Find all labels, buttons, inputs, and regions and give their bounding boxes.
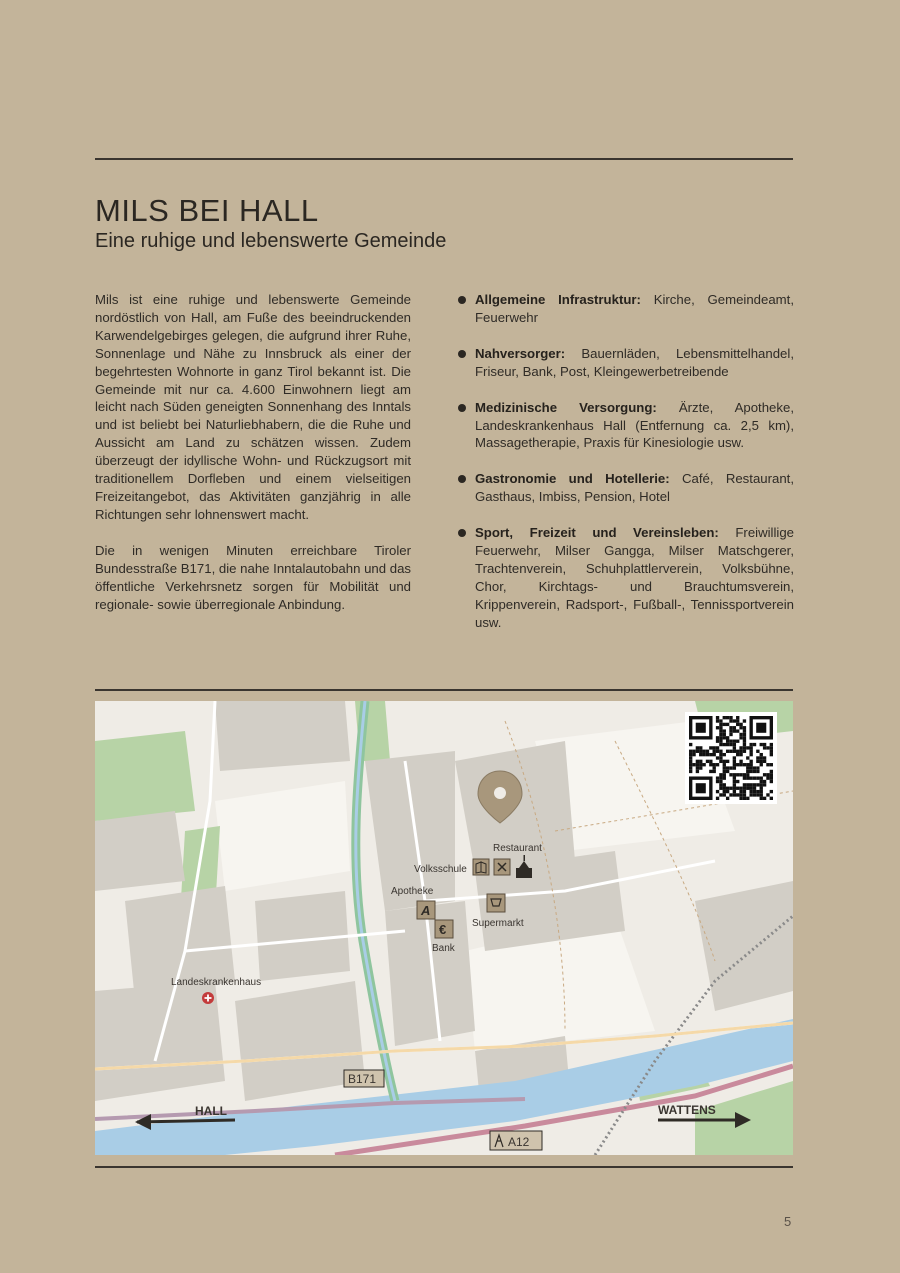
map-label-hall: HALL: [195, 1104, 227, 1118]
intro-text: [95, 291, 411, 631]
map-label-volksschule: Volksschule: [414, 864, 467, 875]
intro-paragraph-2: Die in wenigen Minuten erreichbare Tiroler Bundesstraße B171, die nahe Inntalautobahn und das öffentliche Verkehrsnetz sorgen für Mobilität und regionale- sowie überregionale Anbindung.: [95, 542, 412, 612]
middle-divider: [95, 689, 793, 691]
feature-item-gastronomie: Gastronomie und Hotellerie: Café, Restaurant, Gasthaus, Imbiss, Pension, Hotel: [458, 470, 794, 506]
feature-item-sport: Sport, Freizeit und Vereinsleben: Freiwillige Feuerwehr, Milser Gangga, Milser Matschgerer, Trachtenverein, Schuhplattlerverein, Volksbühne, Chor, Kirchtags- und Brauchtumsverein, Krippenverein, Radsport-, Fußball-, Tennissportverein usw.: [458, 524, 794, 631]
page-number: 5: [784, 1214, 792, 1229]
svg-text:A: A: [421, 903, 431, 918]
map-label-apotheke: Apotheke: [391, 886, 434, 897]
page-subtitle: Eine ruhige und lebenswerte Gemeinde: [95, 230, 447, 252]
top-divider: [95, 158, 793, 160]
map-label-b171: B171: [348, 1072, 377, 1086]
feature-list: [458, 291, 794, 650]
svg-text:€: €: [439, 922, 447, 937]
map-label-landeskrankenhaus: Landeskrankenhaus: [171, 977, 262, 988]
bullet-icon: [458, 350, 466, 358]
feature-item-infrastruktur: Allgemeine Infrastruktur: Kirche, Gemeindeamt, Feuerwehr: [458, 291, 794, 327]
feature-item-medizin: Medizinische Versorgung: Ärzte, Apotheke, Landeskrankenhaus Hall (Entfernung ca. 2,5 km), Massagetherapie, Praxis für Kinesiologie usw.: [458, 399, 794, 453]
a12-road-sign: [490, 1131, 542, 1150]
bullet-icon: [458, 529, 466, 537]
map-label-wattens: WATTENS: [658, 1103, 716, 1117]
bullet-icon: [458, 404, 466, 412]
hospital-icon: [202, 992, 214, 1004]
page-title: MILS BEI HALL: [95, 193, 319, 228]
map-label-restaurant: Restaurant: [493, 843, 542, 854]
qr-code-icon: [685, 712, 777, 804]
map-label-supermarkt: Supermarkt: [472, 918, 524, 929]
bullet-icon: [458, 475, 466, 483]
supermarket-icon: [487, 894, 505, 912]
svg-text:A12: A12: [508, 1135, 530, 1149]
feature-item-nahversorger: Nahversorger: Bauernläden, Lebensmittelhandel, Friseur, Bank, Post, Kleingewerbetreibende: [458, 345, 794, 381]
bullet-icon: [458, 296, 466, 304]
location-map: [95, 701, 793, 1155]
bottom-divider: [95, 1166, 793, 1168]
intro-paragraph-1: Mils ist eine ruhige und lebenswerte Gemeinde nordöstlich von Hall, am Fuße des beeindruckenden Karwendelgebirges gelegen, die aufgrund ihrer Ruhe, Sonnenlage und Nähe zu Innsbruck als einer der begehrtesten Wohnorte in ganz Tirol bekannt ist. Die Gemeinde mit nur ca. 4.600 Einwohnern liegt am leicht nach Süden geneigten Sonnenhang des Inntals und ist beliebt bei Naturliebhabern, die die Ruhe und Aussicht am Land zu schätzen wissen. Zudem überzeugt der idyllische Wohn- und Rückzugsort mit traditionellem Dorfleben und einem vielseitigen Freizeitangebot, das Aktivitäten ganzjährig in alle Richtungen sehr lohnenswert macht.: [95, 292, 411, 522]
map-label-bank: Bank: [432, 943, 455, 954]
